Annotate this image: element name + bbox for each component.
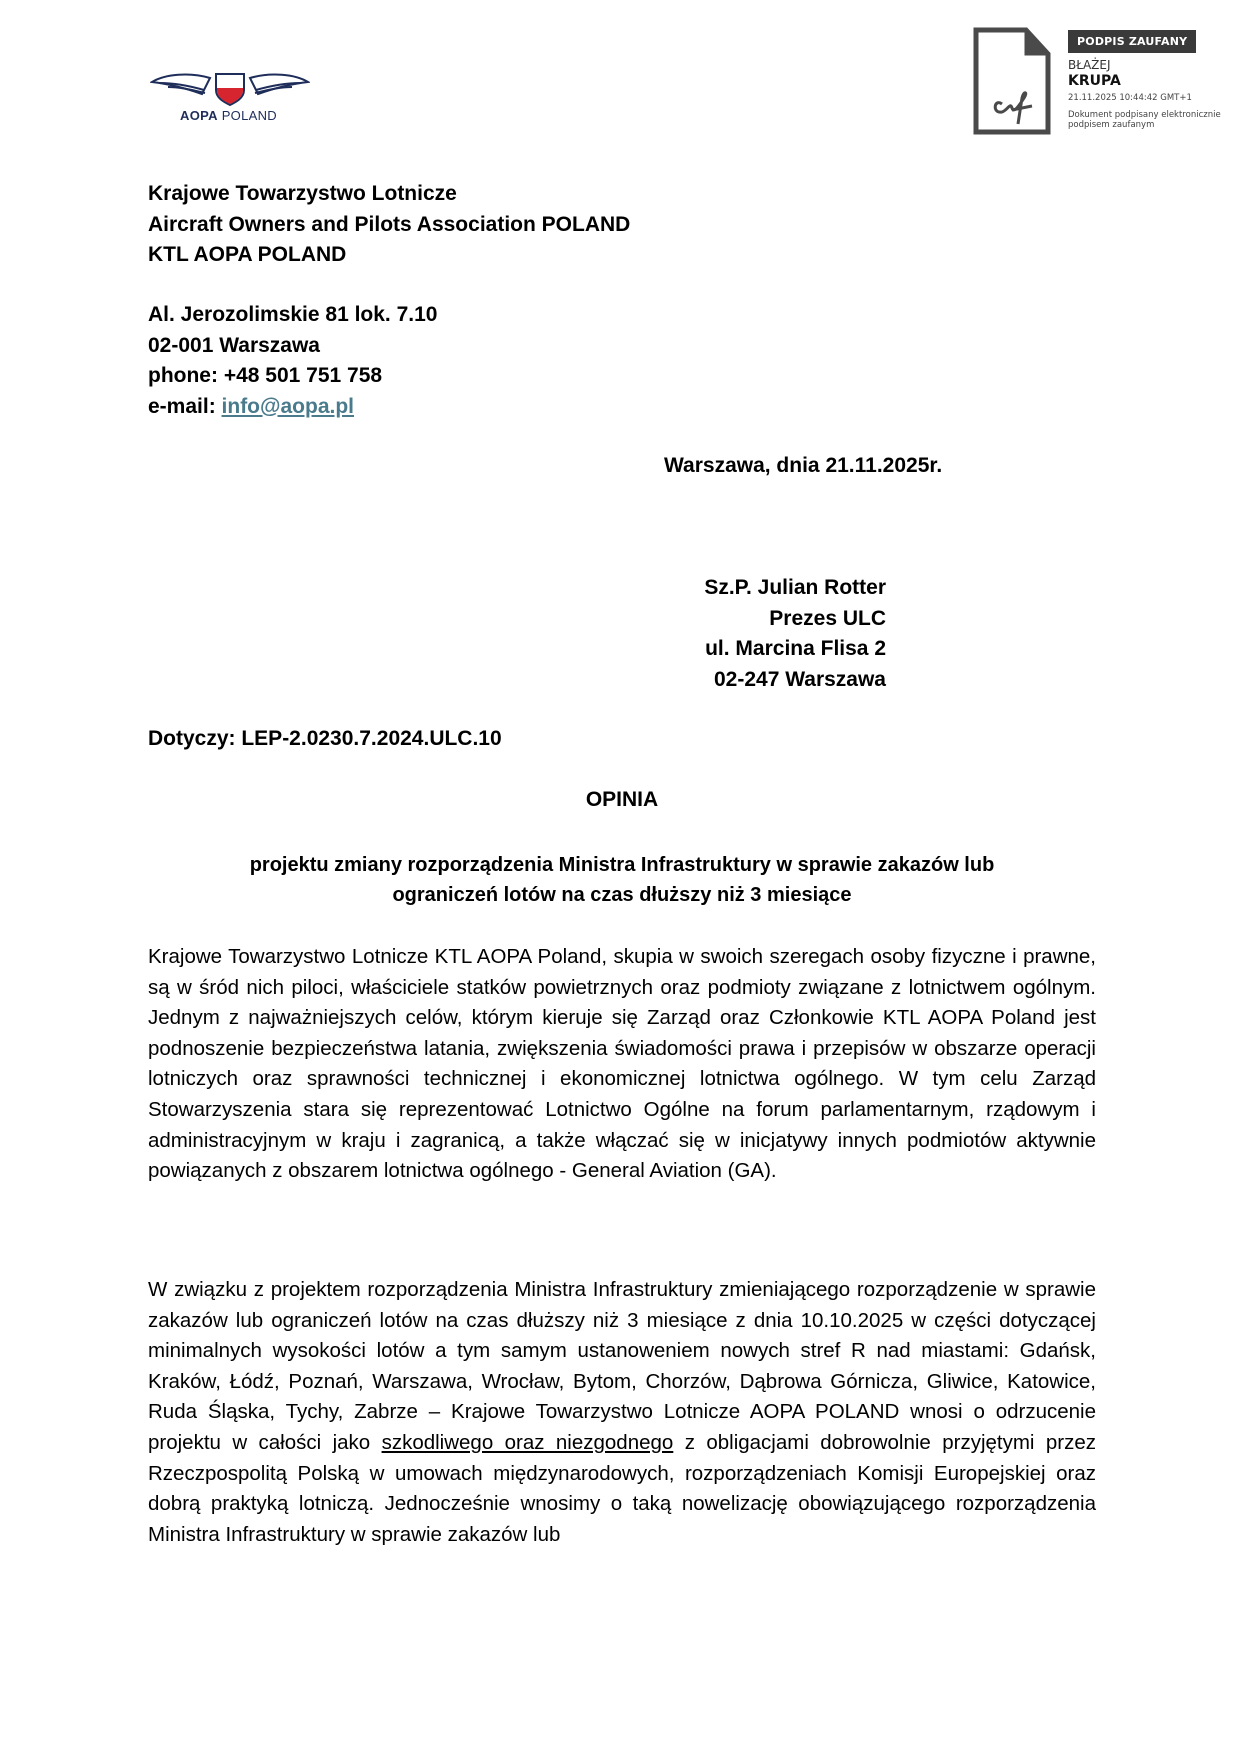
subject-reference: Dotyczy: LEP-2.0230.7.2024.ULC.10 [148,727,502,750]
sender-street: Al. Jerozolimskie 81 lok. 7.10 [148,303,438,326]
document-title: OPINIA [585,788,659,811]
signer-first-name: BŁAŻEJ [1068,58,1111,72]
sender-address [148,300,437,422]
signed-document-icon [972,26,1052,136]
trusted-signature-stamp [972,26,1237,141]
document-subtitle: projektu zmiany rozporządzenia Ministra Infrastruktury w sprawie zakazów lub ograniczeń lotów na czas dłuższy niż 3 miesiące [249,854,995,906]
logo-text: AOPA POLAND [180,108,277,123]
trusted-signature-badge: PODPIS ZAUFANY [1068,30,1196,53]
org-short-name: KTL AOPA POLAND [148,243,347,266]
recipient-street: ul. Marcina Flisa 2 [705,637,886,660]
signature-note: Dokument podpisany elektronicznie podpisem zaufanym [1068,110,1221,130]
org-name-pl: Krajowe Towarzystwo Lotnicze [148,182,457,205]
body-paragraph-1: Krajowe Towarzystwo Lotnicze KTL AOPA Poland, skupia w swoich szeregach osoby fizyczne i prawne, są w śród nich piloci, właściciele statków powietrznych oraz podmioty związane z lotnictwem ogólnym. Jednym z najważniejszych celów, którym kieruje się Zarząd oraz Członkowie KTL AOPA Poland jest podnoszenie bezpieczeństwa latania, zwiększenia świadomości prawa i przepisów w obszarze operacji lotniczych oraz sprawności technicznej i ekonomicznej lotnictwa ogólnego. W tym celu Zarząd Stowarzyszenia stara się reprezentować Lotnictwo Ogólne na forum parlamentarnym, rządowym i administracyjnym w kraju i zagranicą, a także włączać się w inicjatywy innych podmiotów aktywnie powiązanych z obszarem lotnictwa ogólnego - General Aviation (GA). [148,945,1096,1183]
recipient-title: Prezes ULC [769,606,886,630]
winged-shield-icon [150,68,310,108]
email-link[interactable]: info@aopa.pl [221,394,355,418]
sender-phone: phone: +48 501 751 758 [148,364,383,387]
body-paragraph-2: W związku z projektem rozporządzenia Ministra Infrastruktury zmieniającego rozporządzenie w sprawie zakazów lub ograniczeń lotów na czas dłuższy niż 3 miesiące z dnia 10.10.2025 w części dotyczącej minimalnych wysokości lotów a tym samym ustanoweniem nowych stref R nad miastami: Gdańsk, Kraków, Łódź, Poznań, Warszawa, Wrocław, Bytom, Chorzów, Dąbrowa Górnicza, Gliwice, Katowice, Ruda Śląska, Tychy, Zabrze – Krajowe Towarzystwo Lotnicze AOPA POLAND wnosi o odrzucenie projektu w całości jako szkodliwego oraz niezgodnego z obligacjami dobrowolnie przyjętymi przez Rzeczpospolitą Polską w umowach międzynarodowych, rozporządzeniach Komisji Europejskiej oraz dobrą praktyką lotniczą. Jednocześnie wnosimy o taką nowelizację obowiązującego rozporządzenia Ministra Infrastruktury w sprawie zakazów lub [148,1278,1096,1546]
signer-last-name: KRUPA [1068,73,1121,89]
recipient-city: 02-247 Warszawa [714,667,886,691]
recipient-name: Sz.P. Julian Rotter [704,576,886,599]
underlined-phrase: szkodliwego oraz niezgodnego [381,1430,674,1454]
date-line: Warszawa, dnia 21.11.2025r. [664,454,943,477]
sender-organization [148,179,630,271]
sender-email-line: e-mail: info@aopa.pl [148,394,355,418]
org-name-en: Aircraft Owners and Pilots Association POLAND [148,212,631,236]
aopa-poland-logo [150,68,310,128]
sender-city: 02-001 Warszawa [148,333,320,357]
signature-timestamp: 21.11.2025 10:44:42 GMT+1 [1068,93,1192,103]
recipient-address [600,573,886,695]
